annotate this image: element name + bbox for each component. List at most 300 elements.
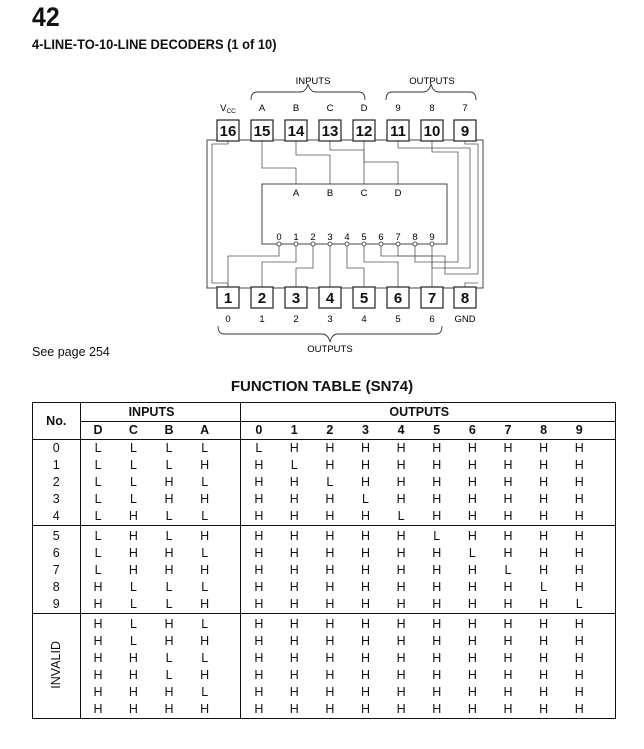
output-value: H xyxy=(503,617,513,631)
output-value: H xyxy=(241,508,277,526)
output-value: L xyxy=(433,529,441,543)
output-value: H xyxy=(241,701,277,719)
output-value: H xyxy=(574,492,584,506)
input-value: H xyxy=(128,685,138,699)
output-value: H xyxy=(467,634,477,648)
top-pin-10 xyxy=(421,120,443,141)
top-pin-label: A xyxy=(258,103,266,114)
output-value: H xyxy=(574,617,584,631)
output-value: H xyxy=(539,441,549,455)
row-spacer xyxy=(223,579,241,596)
output-value: H xyxy=(574,580,584,594)
top-pin-number: 12 xyxy=(355,123,373,140)
output-value: H xyxy=(361,634,371,648)
table-row xyxy=(33,701,616,719)
output-col-header: 9 xyxy=(561,422,597,440)
input-col-header: D xyxy=(80,422,116,440)
output-value: H xyxy=(467,458,477,472)
output-value: H xyxy=(383,701,419,719)
row-spacer xyxy=(223,701,241,719)
input-value: L xyxy=(201,651,209,665)
output-value: H xyxy=(432,617,442,631)
row-spacer xyxy=(223,684,241,701)
row-spacer xyxy=(223,457,241,474)
input-value: H xyxy=(93,580,103,594)
output-value: H xyxy=(396,580,406,594)
output-value: H xyxy=(574,651,584,665)
input-value: L xyxy=(165,668,173,682)
top-pin-15 xyxy=(251,120,273,141)
table-row xyxy=(33,614,616,634)
table-row xyxy=(33,596,616,614)
table-row xyxy=(33,526,616,546)
input-value: H xyxy=(164,546,174,560)
output-value: H xyxy=(348,596,384,614)
row-number: 7 xyxy=(33,562,81,579)
bottom-pin-label: 4 xyxy=(361,314,367,325)
output-value: H xyxy=(289,546,299,560)
output-value: H xyxy=(467,580,477,594)
bottom-pin-label: 2 xyxy=(293,314,299,325)
chip-output-label: 7 xyxy=(395,232,401,243)
output-value: H xyxy=(419,701,455,719)
input-value: L xyxy=(165,458,173,472)
output-col-header: 8 xyxy=(526,422,562,440)
output-value: H xyxy=(503,685,513,699)
table-row xyxy=(33,474,616,491)
table-row xyxy=(33,491,616,508)
input-value: L xyxy=(201,475,209,489)
input-value: L xyxy=(94,441,102,455)
output-value: H xyxy=(490,508,526,526)
output-value: H xyxy=(289,668,299,682)
output-value: H xyxy=(361,546,371,560)
output-value: H xyxy=(254,492,264,506)
function-table-title: FUNCTION TABLE (SN74) xyxy=(230,378,414,395)
output-value: H xyxy=(561,701,597,719)
output-value: H xyxy=(289,529,299,543)
row-spacer xyxy=(223,545,241,562)
row-spacer xyxy=(597,684,615,701)
chip-output-label: 5 xyxy=(361,232,367,243)
output-value: H xyxy=(254,529,264,543)
function-table xyxy=(32,402,616,719)
output-value: H xyxy=(396,529,406,543)
row-number: 5 xyxy=(33,526,81,546)
table-row xyxy=(33,633,616,650)
output-value: H xyxy=(361,563,371,577)
output-col-header: 5 xyxy=(419,422,455,440)
row-spacer xyxy=(223,508,241,526)
input-value: H xyxy=(200,668,210,682)
chip-output-label: 3 xyxy=(327,232,333,243)
output-col-header: 0 xyxy=(241,422,277,440)
output-value: H xyxy=(396,651,406,665)
chip-output-label: 8 xyxy=(412,232,418,243)
output-value: H xyxy=(254,475,264,489)
output-value: H xyxy=(419,508,455,526)
row-spacer xyxy=(223,562,241,579)
inputs-header: INPUTS xyxy=(80,403,223,422)
top-pin-number: 9 xyxy=(460,123,470,140)
row-spacer xyxy=(597,545,615,562)
bottom-pin-3 xyxy=(285,287,307,308)
input-value: H xyxy=(128,529,138,543)
output-value: H xyxy=(503,458,513,472)
top-pin-16 xyxy=(217,120,239,141)
output-value: H xyxy=(539,546,549,560)
output-value: H xyxy=(432,475,442,489)
output-col-header: 4 xyxy=(383,422,419,440)
row-number: 0 xyxy=(33,440,81,458)
see-page-note: See page 254 xyxy=(32,345,110,359)
output-value: H xyxy=(396,685,406,699)
input-value: H xyxy=(164,492,174,506)
input-value: L xyxy=(129,458,137,472)
top-pin-13 xyxy=(319,120,341,141)
chip-input-label: D xyxy=(394,188,402,199)
input-col-header: C xyxy=(116,422,152,440)
output-value: H xyxy=(289,634,299,648)
pinout-diagram xyxy=(0,0,644,360)
output-value: H xyxy=(503,529,513,543)
row-spacer xyxy=(597,508,615,526)
output-value: H xyxy=(432,441,442,455)
output-value: H xyxy=(503,441,513,455)
output-value: H xyxy=(539,458,549,472)
inputs-group-label: INPUTS xyxy=(295,76,331,87)
package-outline xyxy=(207,140,483,288)
input-value: H xyxy=(116,701,152,719)
output-value: H xyxy=(432,580,442,594)
output-value: H xyxy=(289,475,299,489)
input-value: H xyxy=(128,651,138,665)
input-value: H xyxy=(164,475,174,489)
output-value: L xyxy=(255,441,263,455)
input-value: L xyxy=(80,508,116,526)
input-value: H xyxy=(187,701,223,719)
top-pin-number: 14 xyxy=(287,123,305,140)
row-number: 2 xyxy=(33,474,81,491)
output-value: H xyxy=(254,685,264,699)
input-value: L xyxy=(94,529,102,543)
output-value: H xyxy=(503,546,513,560)
output-value: H xyxy=(312,701,348,719)
output-col-header: 2 xyxy=(312,422,348,440)
bottom-pin-number: 4 xyxy=(325,290,335,307)
output-value: H xyxy=(432,634,442,648)
input-value: H xyxy=(200,634,210,648)
input-value: L xyxy=(201,441,209,455)
input-value: L xyxy=(165,580,173,594)
row-number: 9 xyxy=(33,596,81,614)
output-value: H xyxy=(574,668,584,682)
bottom-pin-number: 1 xyxy=(223,290,233,307)
output-value: H xyxy=(276,508,312,526)
output-value: H xyxy=(539,617,549,631)
output-value: H xyxy=(574,458,584,472)
output-value: H xyxy=(325,668,335,682)
input-value: L xyxy=(187,508,223,526)
row-spacer xyxy=(597,633,615,650)
input-value: H xyxy=(116,508,152,526)
output-value: H xyxy=(503,651,513,665)
output-value: H xyxy=(539,668,549,682)
invalid-label xyxy=(33,614,81,719)
output-value: H xyxy=(467,441,477,455)
input-value: H xyxy=(187,596,223,614)
bottom-pin-8 xyxy=(454,287,476,308)
output-value: H xyxy=(325,563,335,577)
input-value: H xyxy=(200,492,210,506)
row-spacer xyxy=(597,596,615,614)
input-value: L xyxy=(151,596,187,614)
chip-output-label: 9 xyxy=(429,232,435,243)
input-value: L xyxy=(165,441,173,455)
output-value: H xyxy=(396,441,406,455)
output-value: H xyxy=(503,668,513,682)
output-value: H xyxy=(325,685,335,699)
output-value: H xyxy=(396,475,406,489)
row-spacer xyxy=(597,526,615,546)
output-value: H xyxy=(503,580,513,594)
input-value: H xyxy=(128,668,138,682)
top-pin-number: 10 xyxy=(423,123,441,140)
input-value: H xyxy=(200,563,210,577)
output-value: H xyxy=(361,668,371,682)
row-number: 4 xyxy=(33,508,81,526)
output-col-header: 7 xyxy=(490,422,526,440)
output-value: H xyxy=(574,685,584,699)
output-col-header: 1 xyxy=(276,422,312,440)
top-pin-9 xyxy=(454,120,476,141)
input-value: L xyxy=(129,492,137,506)
output-value: H xyxy=(574,475,584,489)
output-value: H xyxy=(361,685,371,699)
output-value: L xyxy=(290,458,298,472)
output-value: H xyxy=(432,546,442,560)
output-value: H xyxy=(396,492,406,506)
output-value: H xyxy=(289,563,299,577)
output-value: H xyxy=(254,651,264,665)
input-value: H xyxy=(164,617,174,631)
row-spacer xyxy=(597,440,615,458)
output-value: H xyxy=(396,546,406,560)
row-spacer xyxy=(223,596,241,614)
output-value: H xyxy=(432,668,442,682)
output-value: H xyxy=(539,651,549,665)
bottom-pin-label: 3 xyxy=(327,314,333,325)
top-pin-label: 7 xyxy=(462,103,468,114)
row-spacer xyxy=(597,579,615,596)
output-value: H xyxy=(254,563,264,577)
top-pin-label: C xyxy=(326,103,334,114)
input-value: L xyxy=(94,475,102,489)
input-value: H xyxy=(93,634,103,648)
bottom-pin-number: 7 xyxy=(427,290,437,307)
bottom-pin-6 xyxy=(387,287,409,308)
header-spacer xyxy=(597,422,615,440)
top-pin-12 xyxy=(353,120,375,141)
output-value: H xyxy=(361,617,371,631)
output-value: H xyxy=(254,634,264,648)
output-col-header: 3 xyxy=(348,422,384,440)
bottom-pin-5 xyxy=(353,287,375,308)
output-value: H xyxy=(574,634,584,648)
input-value: H xyxy=(128,563,138,577)
row-spacer xyxy=(597,667,615,684)
output-value: H xyxy=(432,563,442,577)
output-value: H xyxy=(289,651,299,665)
input-value: L xyxy=(201,685,209,699)
row-spacer xyxy=(223,650,241,667)
bottom-pin-4 xyxy=(319,287,341,308)
output-value: H xyxy=(503,634,513,648)
top-pin-label: B xyxy=(292,103,300,114)
no-header: No. xyxy=(33,403,81,440)
output-value: H xyxy=(325,634,335,648)
table-row xyxy=(33,684,616,701)
output-value: L xyxy=(504,563,512,577)
output-value: H xyxy=(348,508,384,526)
output-value: H xyxy=(276,701,312,719)
output-col-header: 6 xyxy=(455,422,491,440)
outputs-header: OUTPUTS xyxy=(241,403,597,422)
output-value: H xyxy=(432,651,442,665)
bottom-pin-number: 5 xyxy=(359,290,369,307)
bottom-pin-label: 1 xyxy=(259,314,265,325)
output-value: H xyxy=(455,596,491,614)
table-row xyxy=(33,508,616,526)
header-spacer xyxy=(223,422,241,440)
output-value: H xyxy=(289,492,299,506)
bottom-pin-1 xyxy=(217,287,239,308)
output-value: H xyxy=(312,596,348,614)
top-outputs-group-label: OUTPUTS xyxy=(409,76,455,87)
output-value: H xyxy=(289,580,299,594)
output-value: H xyxy=(396,458,406,472)
input-col-header: B xyxy=(151,422,187,440)
top-pin-14 xyxy=(285,120,307,141)
output-value: H xyxy=(396,617,406,631)
top-pin-number: 11 xyxy=(390,123,406,140)
output-value: H xyxy=(361,441,371,455)
top-pin-number: 16 xyxy=(219,123,237,140)
input-value: H xyxy=(151,701,187,719)
output-value: H xyxy=(490,701,526,719)
output-value: H xyxy=(574,441,584,455)
output-value: H xyxy=(467,563,477,577)
output-value: H xyxy=(325,458,335,472)
chip-input-label: A xyxy=(292,188,300,199)
output-value: H xyxy=(526,701,562,719)
chip-output-label: 1 xyxy=(293,232,299,243)
bottom-pin-number: 3 xyxy=(291,290,301,307)
output-value: H xyxy=(455,508,491,526)
output-value: H xyxy=(361,458,371,472)
output-value: H xyxy=(361,580,371,594)
input-value: H xyxy=(93,685,103,699)
chip-output-label: 0 xyxy=(276,232,282,243)
input-value: L xyxy=(129,580,137,594)
row-spacer xyxy=(597,474,615,491)
bottom-pin-label: 6 xyxy=(429,314,435,325)
input-value: H xyxy=(128,546,138,560)
output-value: H xyxy=(561,508,597,526)
output-value: H xyxy=(503,475,513,489)
input-value: L xyxy=(129,617,137,631)
output-value: H xyxy=(467,529,477,543)
input-value: H xyxy=(200,458,210,472)
input-value: L xyxy=(94,458,102,472)
output-value: H xyxy=(241,596,277,614)
output-value: H xyxy=(539,529,549,543)
input-value: L xyxy=(129,475,137,489)
output-value: H xyxy=(455,701,491,719)
output-value: H xyxy=(432,685,442,699)
output-value: H xyxy=(254,668,264,682)
chip-output-label: 4 xyxy=(344,232,350,243)
input-value: H xyxy=(93,617,103,631)
output-value: H xyxy=(276,596,312,614)
output-value: H xyxy=(325,580,335,594)
table-row xyxy=(33,545,616,562)
input-value: L xyxy=(165,651,173,665)
output-value: L xyxy=(468,546,476,560)
top-pin-label: $V_{CC}$ xyxy=(220,103,236,115)
row-spacer xyxy=(597,562,615,579)
bottom-pin-label: 5 xyxy=(395,314,401,325)
output-value: H xyxy=(396,634,406,648)
output-value: H xyxy=(361,529,371,543)
output-value: H xyxy=(361,475,371,489)
output-value: H xyxy=(289,617,299,631)
output-value: H xyxy=(574,546,584,560)
bottom-pin-7 xyxy=(421,287,443,308)
input-value: L xyxy=(165,529,173,543)
input-value: L xyxy=(116,596,152,614)
bottom-outputs-group-label: OUTPUTS xyxy=(307,344,353,355)
input-value: L xyxy=(129,634,137,648)
output-value: L xyxy=(561,596,597,614)
output-value: H xyxy=(574,563,584,577)
table-row xyxy=(33,650,616,667)
bottom-pin-label: 0 xyxy=(225,314,231,325)
output-value: L xyxy=(540,580,548,594)
output-value: H xyxy=(254,617,264,631)
table-row xyxy=(33,667,616,684)
output-value: H xyxy=(432,492,442,506)
output-value: H xyxy=(325,492,335,506)
output-value: H xyxy=(383,596,419,614)
input-value: H xyxy=(93,668,103,682)
input-value: H xyxy=(80,701,116,719)
top-pin-number: 15 xyxy=(253,123,271,140)
bottom-pin-number: 6 xyxy=(393,290,403,307)
output-value: L xyxy=(326,475,334,489)
row-spacer xyxy=(223,526,241,546)
output-value: H xyxy=(289,441,299,455)
bottom-pin-label: GND xyxy=(454,314,476,325)
row-spacer xyxy=(223,491,241,508)
decoder-block xyxy=(262,184,447,244)
output-value: H xyxy=(490,596,526,614)
row-number: 1 xyxy=(33,457,81,474)
chip-output-label: 6 xyxy=(378,232,384,243)
input-value: H xyxy=(164,634,174,648)
output-value: L xyxy=(383,508,419,526)
row-spacer xyxy=(597,614,615,634)
